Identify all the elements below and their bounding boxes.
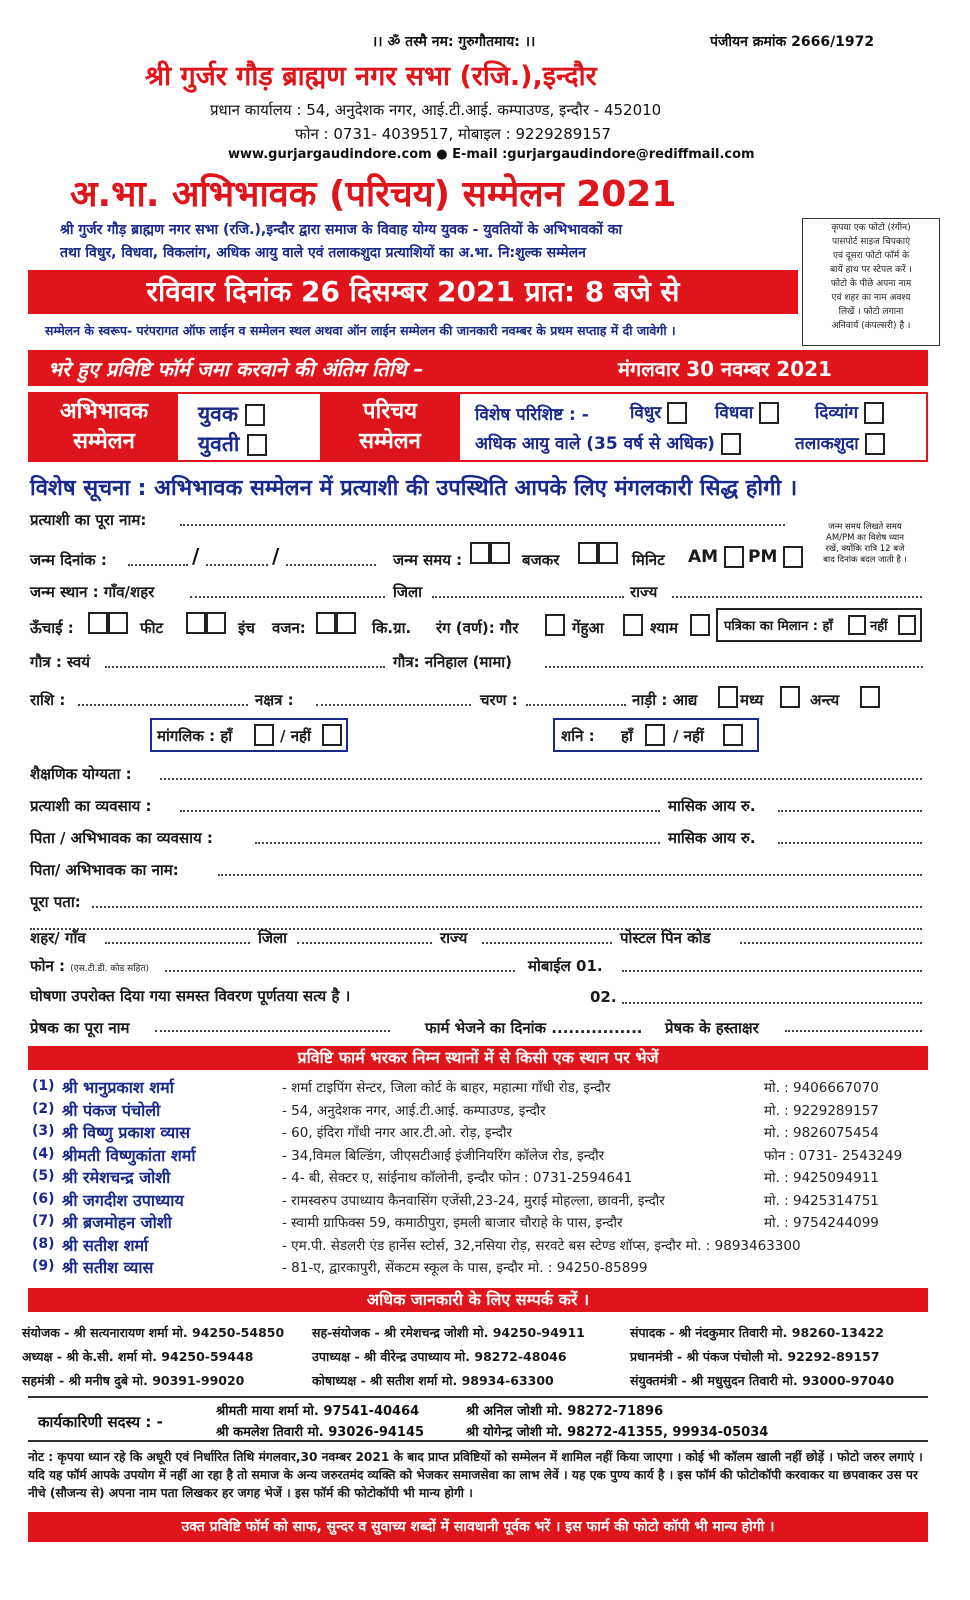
distributor-number: (9) bbox=[32, 1258, 55, 1274]
yuvati-option[interactable]: युवती bbox=[198, 430, 267, 458]
std-note: (एस.टी.डी. कोड सहित) bbox=[70, 964, 150, 974]
manglik-yes-checkbox[interactable] bbox=[254, 724, 274, 746]
distributor-name: श्री भानुप्रकाश शर्मा bbox=[62, 1078, 174, 1097]
date-banner: रविवार दिनांक 26 दिसम्बर 2021 प्रात: 8 बजे से bbox=[28, 270, 798, 314]
distributor-address: - 34,विमल बिल्डिंग, जीएसटीआई इंजीनियरिंग कॉलेज रोड, इन्दौर bbox=[282, 1147, 605, 1164]
dob-label: जन्म दिनांक : bbox=[30, 551, 107, 569]
adhik-aayu-option[interactable]: अधिक आयु वाले (35 वर्ष से अधिक) bbox=[475, 431, 741, 455]
official-contact: सहमंत्री - श्री मनीष दुबे मो. 90391-99020 bbox=[22, 1373, 245, 1388]
parent-name-label: पिता/ अभिभावक का नाम: bbox=[30, 861, 179, 879]
shani-yes-label: हाँ bbox=[621, 727, 633, 745]
distributor-phone: मो. : 9425314751 bbox=[764, 1192, 879, 1209]
distributor-address: - 4- बी, सेक्टर ए, सांईनाथ कॉलोनी, इन्दौर फोन : 0731-2594641 bbox=[282, 1170, 633, 1186]
mobile1-input[interactable] bbox=[622, 958, 922, 972]
distributor-number: (4) bbox=[32, 1145, 55, 1162]
minute-box-1[interactable] bbox=[578, 542, 598, 564]
birth-place-input[interactable] bbox=[190, 584, 385, 598]
antya-checkbox[interactable] bbox=[860, 686, 880, 708]
weight-box-1[interactable] bbox=[316, 612, 336, 634]
yuvak-checkbox[interactable] bbox=[245, 404, 265, 426]
event-desc-2: तथा विधुर, विधवा, विकलांग, अधिक आयु वाले एवं तलाकशुदा प्रत्याशियों का अ.भा. नि:शुल्क सम्मेलन bbox=[60, 245, 586, 261]
signature-input[interactable] bbox=[785, 1018, 922, 1032]
vidhur-option[interactable]: विधुर bbox=[630, 400, 687, 424]
am-label: AM bbox=[688, 546, 744, 568]
weight-box-2[interactable] bbox=[336, 612, 356, 634]
talakshuda-checkbox[interactable] bbox=[865, 433, 885, 455]
hour-box-2[interactable] bbox=[490, 542, 510, 564]
feet-label: फीट bbox=[140, 619, 164, 637]
patrika-no-checkbox[interactable] bbox=[898, 615, 916, 635]
divyang-checkbox[interactable] bbox=[864, 402, 884, 424]
org-name: श्री गुर्जर गौड़ ब्राह्मण नगर सभा (रजि.),इन्दौर bbox=[145, 61, 597, 92]
send-heading: प्रविष्टि फार्म भरकर निम्न स्थानों में से किसी एक स्थान पर भेजें bbox=[28, 1046, 928, 1070]
rashi-label: राशि : bbox=[30, 691, 66, 709]
city-input[interactable] bbox=[105, 930, 250, 944]
special-label: विशेष परिशिष्ट : - bbox=[475, 405, 589, 425]
shyam-label: श्याम bbox=[650, 619, 678, 637]
distributor-number: (6) bbox=[32, 1190, 55, 1207]
shani-no-label: / नहीं bbox=[673, 727, 704, 745]
dob-separator: / bbox=[272, 544, 280, 568]
genhua-checkbox[interactable] bbox=[623, 614, 643, 636]
contact-heading: अधिक जानकारी के लिए सम्पर्क करें । bbox=[28, 1288, 928, 1312]
distributor-address: - एम.पी. सेडलरी एंड हार्नेस स्टोर्स, 32,नसिया रोड़, सरवटे बस स्टेण्ड शॉप्स, इन्दौर मो. : 9893463300 bbox=[282, 1237, 801, 1254]
address-input-1[interactable] bbox=[92, 894, 922, 908]
shani-no-checkbox[interactable] bbox=[723, 724, 743, 746]
gotra-mama-label: गौत्र: ननिहाल (मामा) bbox=[393, 653, 513, 671]
office-address: प्रधान कार्यालय : 54, अनुदेशक नगर, आई.टी.आई. कम्पाउण्ड, इन्दौर - 452010 bbox=[210, 101, 662, 119]
charan-input[interactable] bbox=[526, 692, 626, 706]
exec-member: श्री योगेन्द्र जोशी मो. 98272-41355, 99934-05034 bbox=[466, 1425, 769, 1440]
weight-label: वजन: bbox=[272, 619, 306, 637]
official-contact: संयोजक - श्री सत्यनारायण शर्मा मो. 94250-54850 bbox=[22, 1325, 285, 1340]
website-email: www.gurjargaudindore.com ● E-mail :gurjargaudindore@rediffmail.com bbox=[228, 147, 755, 162]
birth-jila-label: जिला bbox=[393, 583, 423, 601]
feet-box-2[interactable] bbox=[108, 612, 128, 634]
manglik-no-checkbox[interactable] bbox=[322, 724, 342, 746]
birth-jila-input[interactable] bbox=[432, 584, 624, 598]
declaration: घोषणा उपरोक्त दिया गया समस्त विवरण पूर्णतया सत्य है । bbox=[30, 987, 351, 1005]
nakshatra-label: नक्षत्र : bbox=[255, 691, 294, 709]
complexion-label: रंग (वर्ण): गौर bbox=[436, 619, 519, 637]
birth-rajya-input[interactable] bbox=[672, 584, 922, 598]
distributor-address: - 60, इंदिरा गाँधी नगर आर.टी.ओ. रोड़, इन्दौर bbox=[282, 1125, 513, 1141]
official-contact: संयुक्तमंत्री - श्री मधुसुदन तिवारी मो. 93000-97040 bbox=[630, 1373, 895, 1388]
deadline-banner bbox=[28, 350, 928, 386]
distributor-number: (7) bbox=[32, 1213, 55, 1229]
office-phone: फोन : 0731- 4039517, मोबाइल : 9229289157 bbox=[295, 125, 611, 143]
occupation-label: प्रत्याशी का व्यवसाय : bbox=[30, 797, 152, 815]
signature-label: प्रेषक के हस्ताक्षर bbox=[665, 1019, 759, 1037]
full-name-input[interactable] bbox=[180, 512, 785, 526]
exec-member: श्री अनिल जोशी मो. 98272-71896 bbox=[466, 1404, 664, 1419]
vidhur-checkbox[interactable] bbox=[667, 402, 687, 424]
distributor-name: श्री रमेशचन्द्र जोशी bbox=[62, 1168, 171, 1187]
kg-label: कि.ग्रा. bbox=[372, 619, 412, 637]
parent-occupation-label: पिता / अभिभावक का व्यवसाय : bbox=[30, 829, 213, 847]
inch-box-1[interactable] bbox=[186, 612, 206, 634]
deadline-date: मंगलवार 30 नवम्बर 2021 bbox=[618, 357, 832, 381]
time-note: जन्म समय लिखते समय AM/PM का विशेष ध्यान रखें, क्योंकि रात्रि 12 बजे बाद दिनांक बदल जाती है । bbox=[823, 522, 907, 565]
official-contact: प्रधानमंत्री - श्री पंकज पंचोली मो. 92292-89157 bbox=[630, 1349, 880, 1364]
nadi-label: नाड़ी : आद्य bbox=[632, 691, 698, 709]
distributor-phone: मो. : 9826075454 bbox=[764, 1125, 879, 1141]
adhik-aayu-checkbox[interactable] bbox=[721, 433, 741, 455]
city-label: शहर/ गाँव bbox=[30, 929, 86, 947]
distributor-name: श्री सतीश शर्मा bbox=[62, 1235, 149, 1255]
category-section bbox=[28, 392, 928, 462]
official-contact: संपादक - श्री नंदकुमार तिवारी मो. 98260-13422 bbox=[630, 1325, 884, 1340]
birth-rajya-label: राज्य bbox=[630, 583, 658, 601]
sender-name-input[interactable] bbox=[155, 1018, 390, 1032]
hour-box-1[interactable] bbox=[470, 542, 490, 564]
address-label: पूरा पता: bbox=[30, 893, 81, 911]
distributor-number: (5) bbox=[32, 1168, 55, 1184]
occupation-input[interactable] bbox=[180, 798, 660, 812]
shani-label: शनि : bbox=[561, 727, 595, 745]
vidhwa-checkbox[interactable] bbox=[759, 402, 779, 424]
phone-input[interactable] bbox=[165, 958, 515, 972]
inch-label: इंच bbox=[238, 619, 255, 637]
distributor-phone: फोन : 0731- 2543249 bbox=[764, 1147, 903, 1164]
yuvati-checkbox[interactable] bbox=[247, 434, 267, 456]
distributor-number: (2) bbox=[32, 1100, 55, 1117]
distributor-phone: मो. : 9425094911 bbox=[764, 1170, 879, 1186]
addr-jila-input[interactable] bbox=[297, 930, 432, 944]
education-label: शैक्षणिक योग्यता : bbox=[30, 765, 132, 783]
distributor-phone: मो. : 9229289157 bbox=[764, 1102, 879, 1119]
format-note: सम्मेलन के स्वरूप- परंपरागत ऑफ लाईन व सम्मेलन स्थल अथवा ऑन लाईन सम्मेलन की जानकारी नवम्बर के प्रथम सप्ताह में दी जावेगी । bbox=[45, 323, 676, 338]
mobile2-label: 02. bbox=[590, 988, 617, 1006]
distributor-address: - रामस्वरुप उपाध्याय कैनवासिंग एजेंसी,23-24, मुराई मोहल्ला, छावनी, इन्दौर bbox=[282, 1192, 665, 1209]
mobile1-label: मोबाईल 01. bbox=[528, 957, 603, 975]
full-name-label: प्रत्याशी का पूरा नाम: bbox=[30, 511, 147, 529]
distributor-phone: मो. : 9754244099 bbox=[764, 1215, 879, 1231]
postal-input[interactable] bbox=[740, 930, 922, 944]
phone-label: फोन : (एस.टी.डी. कोड सहित) bbox=[30, 957, 150, 975]
distributor-name: श्री सतीश व्यास bbox=[62, 1258, 154, 1277]
distributor-address: - 54, अनुदेशक नगर, आई.टी.आई. कम्पाउण्ड, इन्दौर bbox=[282, 1102, 546, 1119]
executive-label: कार्यकारिणी सदस्य : - bbox=[38, 1413, 163, 1431]
patrika-box bbox=[716, 608, 922, 642]
event-desc-1: श्री गुर्जर गौड़ ब्राह्मण नगर सभा (रजि.),इन्दौर द्वारा समाज के विवाह योग्य युवक - युवतियों के अभिभावकों का bbox=[60, 222, 623, 238]
talakshuda-option[interactable]: तलाकशुदा bbox=[795, 431, 885, 455]
official-contact: अध्यक्ष - श्री के.सी. शर्मा मो. 94250-59448 bbox=[22, 1349, 254, 1364]
addr-rajya-input[interactable] bbox=[482, 930, 612, 944]
distributor-address: - शर्मा टाइपिंग सेन्टर, जिला कोर्ट के बाहर, महात्मा गाँधी रोड, इन्दौर bbox=[282, 1080, 611, 1096]
distributor-name: श्रीमती विष्णुकांता शर्मा bbox=[62, 1145, 196, 1165]
distributor-phone: मो. : 9406667070 bbox=[764, 1080, 879, 1096]
event-title: अ.भा. अभिभावक (परिचय) सम्मेलन 2021 bbox=[70, 174, 677, 215]
patrika-yes-checkbox[interactable] bbox=[848, 615, 866, 635]
distributor-number: (1) bbox=[32, 1078, 55, 1094]
rashi-input[interactable] bbox=[78, 692, 248, 706]
minit-label: मिनिट bbox=[632, 551, 665, 569]
shyam-checkbox[interactable] bbox=[690, 614, 710, 636]
parent-income-label: मासिक आय रु. bbox=[668, 829, 756, 847]
yuvak-option[interactable]: युवक bbox=[198, 400, 265, 428]
address-input-2[interactable] bbox=[30, 916, 922, 930]
madhya-checkbox[interactable] bbox=[780, 686, 800, 708]
gotra-self-input[interactable] bbox=[105, 654, 385, 668]
postal-label: पोस्टल पिन कोड bbox=[620, 929, 711, 947]
birth-place-label: जन्म स्थान : गाँव/शहर bbox=[30, 583, 155, 601]
parent-income-input[interactable] bbox=[778, 830, 922, 844]
am-checkbox[interactable] bbox=[724, 546, 744, 568]
distributor-name: श्री जगदीश उपाध्याय bbox=[62, 1190, 184, 1210]
height-label: ऊँचाई : bbox=[30, 619, 74, 637]
bottom-banner: उक्त प्रविष्टि फॉर्म को साफ, सुन्दर व सुवाच्य शब्दों में सावधानी पूर्वक भरें । इस फार्म की फोटो कॉपी भी मान्य होगी । bbox=[28, 1512, 928, 1542]
distributor-name: श्री ब्रजमोहन जोशी bbox=[62, 1213, 172, 1232]
footnote: नोट : कृपया ध्यान रहे कि अधूरी एवं निर्धारित तिथि मंगलवार,30 नवम्बर 2021 के बाद प्राप्त प्रविष्टियों को सम्मेलन में शामिल नहीं किया जाएगा । कोई भी कॉलम खाली नहीं छोड़ें । फोटो जरुर लगाएं । यदि यह फॉर्म आपके उपयोग में नहीं आ रहा है तो समाज के अन्य जरुरतमंद व्यक्ति को भेजकर समाजसेवा का लाभ लेवें । यह एक पुण्य कार्य है । इस फॉर्म की फोटोकॉपी करवाकर या छपवाकर उस पर नीचे (सौजन्य से) अपना नाम पता लिखकर हर जगह भेजें । इस फॉर्म की फोटोकॉपी भी मान्य होगी । bbox=[28, 1450, 923, 1500]
distributor-name: श्री विष्णु प्रकाश व्यास bbox=[62, 1123, 191, 1142]
dob-month-input[interactable] bbox=[206, 552, 268, 566]
dob-separator: / bbox=[192, 544, 200, 568]
official-contact: उपाध्यक्ष - श्री वीरेन्द्र उपाध्याय मो. 98272-48046 bbox=[312, 1349, 567, 1364]
parent-occupation-input[interactable] bbox=[255, 830, 660, 844]
dob-year-input[interactable] bbox=[286, 552, 376, 566]
antya-label: अन्त्य bbox=[810, 691, 840, 709]
gotra-self-label: गौत्र : स्वयं bbox=[30, 653, 90, 671]
abhibhavak-label: अभिभावक सम्मेलन bbox=[30, 394, 178, 460]
addr-rajya-label: राज्य bbox=[440, 929, 468, 947]
distributor-address: - स्वामी ग्राफिक्स 59, कमाठीपुरा, इमली बाजार चौराहे के पास, इन्दौर bbox=[282, 1215, 623, 1231]
birth-time-label: जन्म समय : bbox=[393, 551, 463, 569]
send-date-label: फार्म भेजने का दिनांक ................ bbox=[425, 1019, 643, 1037]
bajkar-label: बजकर bbox=[522, 551, 560, 569]
divyang-option[interactable]: दिव्यांग bbox=[815, 400, 884, 424]
manglik-label: मांगलिक : हाँ bbox=[157, 727, 233, 745]
pm-label: PM bbox=[748, 546, 803, 568]
distributor-name: श्री पंकज पंचोली bbox=[62, 1100, 161, 1120]
registration-number: पंजीयन क्रमांक 2666/1972 bbox=[710, 34, 875, 50]
special-notice: विशेष सूचना : अभिभावक सम्मेलन में प्रत्याशी की उपस्थिति आपके लिए मंगलकारी सिद्ध होगी । bbox=[30, 476, 798, 501]
charan-label: चरण : bbox=[480, 691, 518, 709]
addr-jila-label: जिला bbox=[258, 929, 288, 947]
shani-box bbox=[553, 718, 759, 752]
sender-name-label: प्रेषक का पूरा नाम bbox=[30, 1019, 130, 1037]
distributor-number: (8) bbox=[32, 1235, 55, 1252]
exec-member: श्री कमलेश तिवारी मो. 93026-94145 bbox=[216, 1425, 425, 1440]
pm-checkbox[interactable] bbox=[783, 546, 803, 568]
education-input[interactable] bbox=[160, 766, 922, 780]
minute-box-2[interactable] bbox=[598, 542, 618, 564]
manglik-no-label: / नहीं bbox=[280, 727, 311, 745]
nakshatra-input[interactable] bbox=[316, 692, 471, 706]
exec-member: श्रीमती माया शर्मा मो. 97541-40464 bbox=[216, 1404, 420, 1419]
inch-box-2[interactable] bbox=[206, 612, 226, 634]
distributor-address: - 81-ए, द्वारकापुरी, सेंकटम स्कूल के पास, इन्दौर मो. : 94250-85899 bbox=[282, 1260, 648, 1276]
gotra-mama-input[interactable] bbox=[545, 654, 923, 668]
deadline-label: भरे हुए प्रविष्टि फॉर्म जमा करवाने की अंतिम तिथि – bbox=[48, 357, 424, 381]
mobile2-input[interactable] bbox=[622, 990, 922, 1004]
distributor-number: (3) bbox=[32, 1123, 55, 1139]
parent-name-input[interactable] bbox=[218, 862, 922, 876]
photo-instruction: कृपया एक फोटो (रंगीन) पासपोर्ट साइज चिपकाएं एवं दूसरा फोटो फॉर्म के बायें हाथ पर स्टेपल करें । फोटो के पीछे अपना नाम एवं शहर का नाम अवश्य लिखें । फोटो लगाना अनिवार्य (कंपल्सरी) है । bbox=[802, 218, 940, 346]
patrika-no-label: नहीं bbox=[870, 619, 888, 634]
official-contact: सह-संयोजक - श्री रमेशचन्द्र जोशी मो. 94250-94911 bbox=[312, 1325, 585, 1340]
aadya-checkbox[interactable] bbox=[718, 686, 738, 708]
invocation: ।। ॐ तस्मै नम: गुरुगौतमाय: ।। bbox=[372, 34, 536, 50]
executive-section bbox=[28, 1396, 928, 1442]
vidhwa-option[interactable]: विधवा bbox=[715, 400, 779, 424]
income-input[interactable] bbox=[778, 798, 922, 812]
parichay-label: परिचय सम्मेलन bbox=[320, 394, 460, 460]
feet-box-1[interactable] bbox=[88, 612, 108, 634]
madhya-label: मध्य bbox=[740, 691, 764, 709]
genhua-label: गेंहुआ bbox=[572, 619, 604, 637]
official-contact: कोषाध्यक्ष - श्री सतीश शर्मा मो. 98934-63300 bbox=[312, 1373, 554, 1388]
shani-yes-checkbox[interactable] bbox=[645, 724, 665, 746]
manglik-box bbox=[150, 718, 348, 752]
income-label: मासिक आय रु. bbox=[668, 797, 756, 815]
patrika-label: पत्रिका का मिलान : हाँ bbox=[724, 619, 833, 634]
gaur-checkbox[interactable] bbox=[545, 614, 565, 636]
dob-day-input[interactable] bbox=[128, 552, 188, 566]
